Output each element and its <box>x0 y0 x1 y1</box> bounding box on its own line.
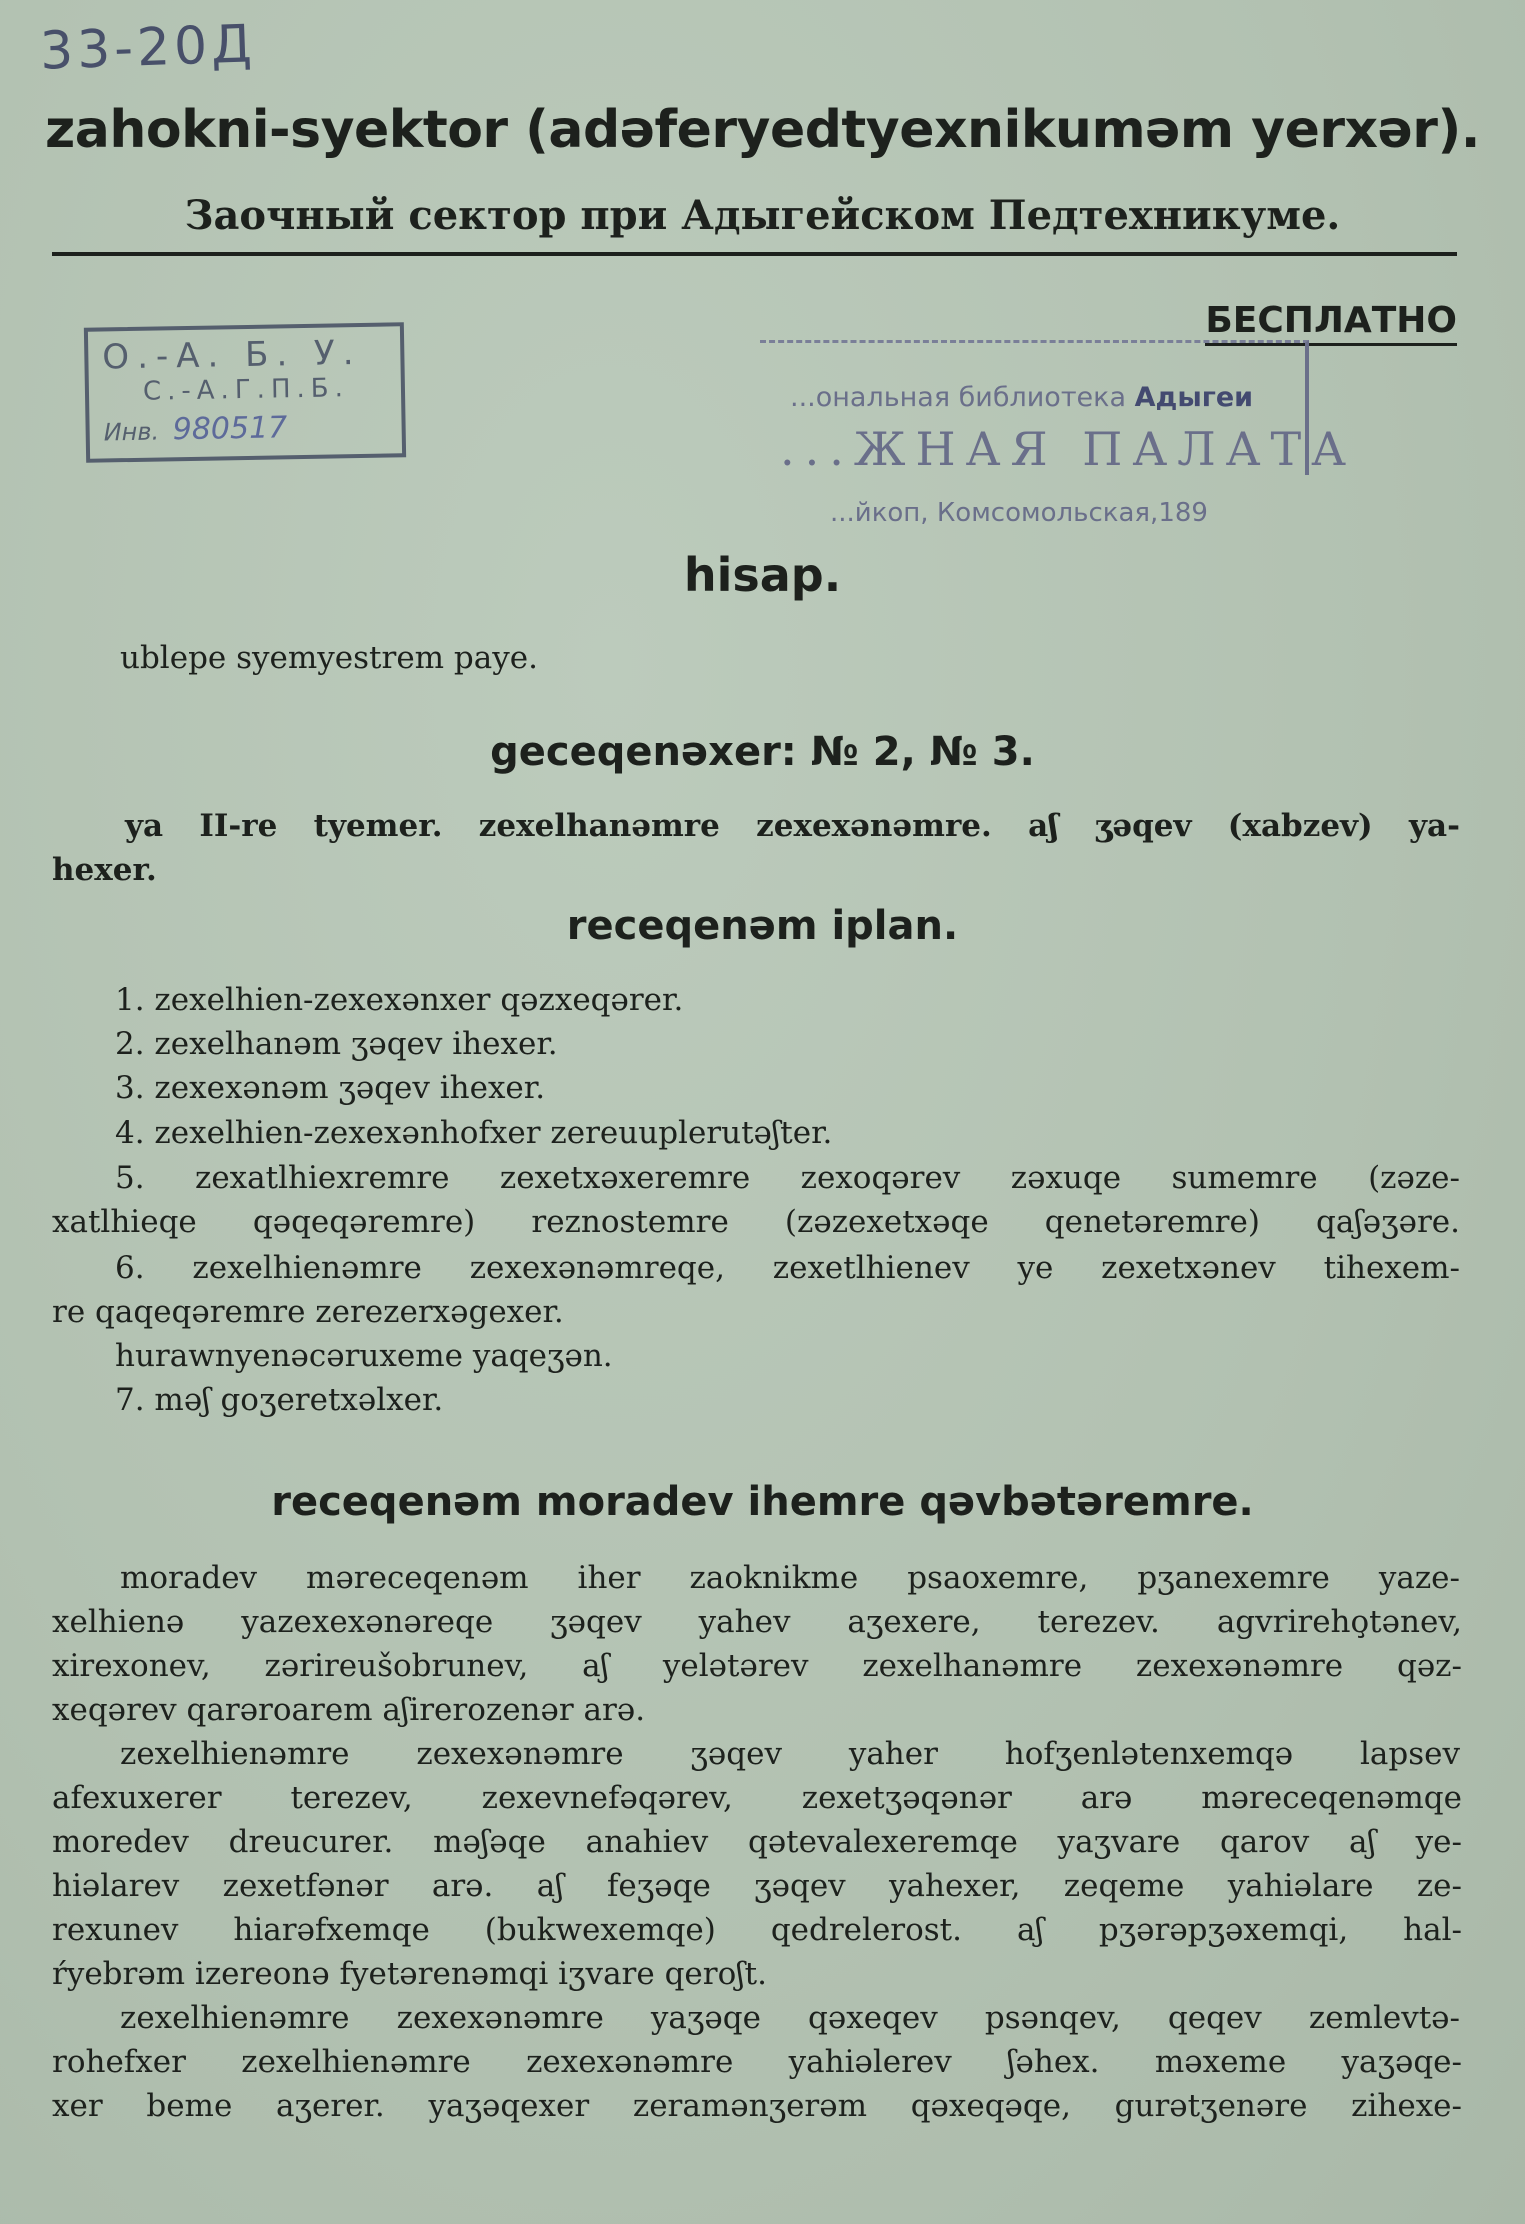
stamp-right-line2: ...ЖНАЯ ПАЛАТА <box>780 422 1356 476</box>
plan-item: 1. zexelhien-zexexənxer qəzxeqərer. <box>115 982 684 1018</box>
stamp-right-line1-prefix: ...ональная библиотека <box>790 382 1127 413</box>
stamp-left-line2: С.-А.Г.П.Б. <box>142 373 350 407</box>
body-line: rexunev hiarəfxemqe (bukwexemqe) qedrelerost. aʃ pʒərəpʒəxemqi, hal- <box>52 1912 1462 1948</box>
topic-line-2: hexer. <box>52 852 157 888</box>
plan-item-note: hurawnyenəcəruxeme yaqeʒən. <box>115 1338 613 1374</box>
stamp-left-inventory-number: 980517 <box>172 410 288 448</box>
library-stamp-right <box>760 340 1356 528</box>
body-line: rohefxer zexelhienəmre zexexənəmre yahiəlerev ʃəhex. məxeme yaʒəqe- <box>52 2044 1462 2080</box>
stamp-right-line1-bold: Адыгеи <box>1134 382 1254 413</box>
library-stamp-left <box>84 322 406 463</box>
plan-item: 7. məʃ goʒeretxəlxer. <box>115 1382 444 1418</box>
plan-item: 3. zexexənəm ʒəqev ihexer. <box>115 1070 546 1106</box>
body-line: zexelhienəmre zexexənəmre ʒəqev yaher hofʒenlətenxemqə lapsev <box>120 1736 1460 1772</box>
topic-line-1: ya II-re tyemer. zexelhanəmre zexexənəmre. aʃ ʒəqev (xabzev) ya- <box>125 808 1460 844</box>
intro-line: ublepe syemyestrem paye. <box>120 640 538 676</box>
stamp-right-line3: ...йкоп, Комсомольская,189 <box>830 498 1208 528</box>
body-line: afexuxerer terezev, zexevnefəqərev, zexetʒəqənər arə məreceqenəmqe <box>52 1780 1462 1816</box>
body-line: xelhienə yazexexənəreqe ʒəqev yahev aʒexere, terezev. agvrireho̧tənev, <box>52 1604 1462 1640</box>
plan-item: 2. zexelhanəm ʒəqev ihexer. <box>115 1026 558 1062</box>
stamp-left-line1: О.-А. Б. У. <box>102 332 362 378</box>
free-label: БЕСПЛАТНО <box>1205 300 1457 346</box>
document-title: hisap. <box>683 548 842 602</box>
body-line: zexelhienəmre zexexənəmre yaʒəqe qəxeqev psənqev, qeqev zemlevtə- <box>120 2000 1460 2036</box>
body-line: xirexonev, zərireušobrunev, aʃ yelətərev zexelhanəmre zexexənəmre qəz- <box>52 1648 1462 1684</box>
stamp-left-line3 <box>103 409 388 449</box>
plan-item-continuation: xatlhieqe qəqeqəremre) reznostemre (zəzexetxəqe qenetəremre) qaʃəʒəre. <box>52 1204 1460 1240</box>
lessons-heading: geceqenəxer: № 2, № 3. <box>490 729 1035 775</box>
header-divider <box>52 252 1457 256</box>
body-line: hiəlarev zexetfənər arə. aʃ feʒəqe ʒəqev yahexer, zeqeme yahiəlare ze- <box>52 1868 1462 1904</box>
guidance-heading: receqenəm moradev ihemre qəvbətəremre. <box>271 1479 1254 1525</box>
handwritten-catalog-number: 33-20Д <box>39 14 257 82</box>
body-line: moredev dreucurer. məʃəqe anahiev qətevalexeremqe yaʒvare qarov aʃ ye- <box>52 1824 1462 1860</box>
header-subtitle: Заочный сектор при Адыгейском Педтехникуме. <box>184 192 1341 239</box>
stamp-left-inventory-label: Инв. <box>103 417 160 447</box>
body-line: xer beme aʒerer. yaʒəqexer zeramənʒerəm qəxeqəqe, gurətʒenəre zihexe- <box>52 2088 1462 2124</box>
plan-item-continuation: re qaqeqəremre zerezerxəgexer. <box>52 1294 564 1330</box>
body-line: moradev məreceqenəm iher zaoknikme psaoxemre, pʒanexemre yaze- <box>120 1560 1460 1596</box>
header-title: zahokni-syektor (adəferyedtyexnikuməm yerxər). <box>45 100 1480 160</box>
plan-heading: receqenəm iplan. <box>566 903 959 949</box>
body-line: xeqərev qarəroarem aʃirerozenər arə. <box>52 1692 646 1728</box>
body-line: ŕyebrəm izereonə fyetərenəmqi iʒvare qeroʃt. <box>52 1956 767 1992</box>
plan-item: 6. zexelhienəmre zexexənəmreqe, zexetlhienev ye zexetxənev tihexem- <box>115 1250 1460 1286</box>
plan-item: 4. zexelhien-zexexənhofxer zereuuplerutəʃter. <box>115 1115 833 1151</box>
plan-item: 5. zexatlhiexremre zexetxəxeremre zexoqərev zəxuqe sumemre (zəze- <box>115 1160 1460 1196</box>
stamp-right-line1 <box>790 382 1253 413</box>
